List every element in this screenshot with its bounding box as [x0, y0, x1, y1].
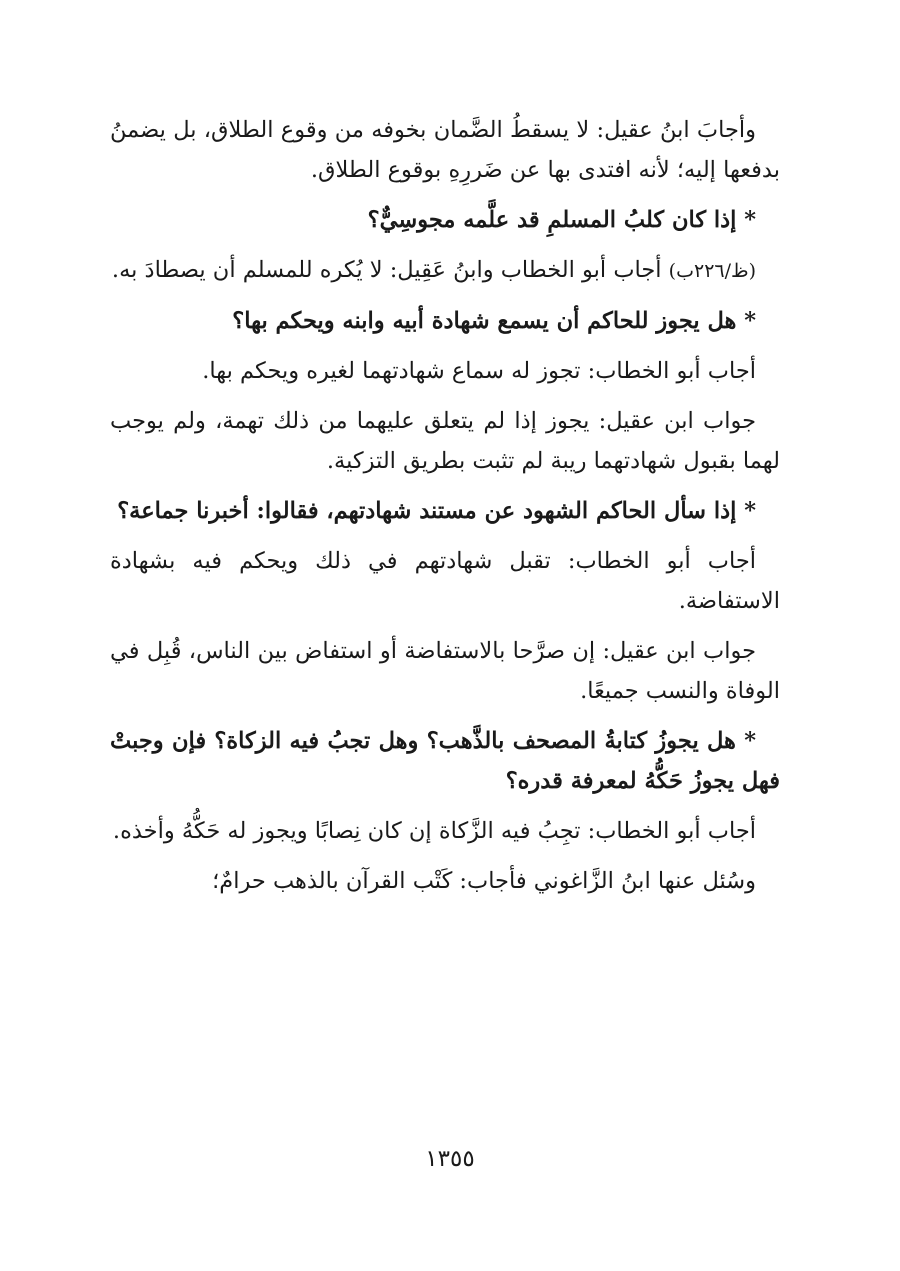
paragraph-answer-3	[110, 351, 780, 391]
paragraph-text: وسُئل عنها ابنُ الزَّاغوني فأجاب: كَتْب القرآن بالذهب حرامٌ؛	[212, 868, 756, 894]
paragraph-text: وأجابَ ابنُ عقيل: لا يسقطُ الضَّمان بخوفه من وقوع الطلاق، بل يضمنُ بدفعها إليه؛ لأنه افتدى بها عن ضَررِهِ بوقوع الطلاق.	[110, 117, 780, 183]
page-text	[110, 110, 780, 911]
paragraph-answer-1	[110, 110, 780, 190]
paragraph-text: أجاب أبو الخطاب: تقبل شهادتهم في ذلك ويحكم فيه بشهادة الاستفاضة.	[110, 548, 780, 614]
paragraph-answer-5	[110, 541, 780, 621]
paragraph-question-4	[110, 721, 780, 801]
paragraph-text: * إذا سأل الحاكم الشهود عن مستند شهادتهم، فقالوا: أخبرنا جماعة؟	[117, 498, 756, 524]
paragraph-text: أجاب أبو الخطاب وابنُ عَقِيل: لا يُكره للمسلم أن يصطادَ به.	[111, 257, 662, 283]
paragraph-text: جواب ابن عقيل: إن صرَّحا بالاستفاضة أو استفاض بين الناس، قُبِل في الوفاة والنسب جميعًا.	[110, 638, 780, 704]
paragraph-question-2	[110, 301, 780, 341]
manuscript-reference: (ظ/٢٢٦ب)	[668, 260, 756, 282]
paragraph-text: أجاب أبو الخطاب: تجوز له سماع شهادتهما لغيره ويحكم بها.	[202, 358, 756, 384]
paragraph-answer-4	[110, 401, 780, 481]
paragraph-question-3	[110, 491, 780, 531]
paragraph-answer-6	[110, 631, 780, 711]
paragraph-text: أجاب أبو الخطاب: تجِبُ فيه الزَّكاة إن كان نِصابًا ويجوز له حَكُّهُ وأخذه.	[112, 818, 756, 844]
paragraph-text: * هل يجوز للحاكم أن يسمع شهادة أبيه وابنه ويحكم بها؟	[232, 308, 756, 334]
paragraph-text: جواب ابن عقيل: يجوز إذا لم يتعلق عليهما من ذلك تهمة، ولم يوجب لهما بقبول شهادتهما ريبة لم تثبت بطريق التزكية.	[110, 408, 780, 474]
paragraph-answer-2	[110, 250, 780, 291]
paragraph-text: * هل يجوزُ كتابةُ المصحف بالذَّهب؟ وهل تجبُ فيه الزكاة؟ فإن وجبتْ فهل يجوزُ حَكُّهُ لمعرفة قدره؟	[110, 728, 780, 794]
paragraph-answer-7	[110, 811, 780, 851]
paragraph-question-1	[110, 200, 780, 240]
paragraph-answer-8	[110, 861, 780, 901]
paragraph-text: * إذا كان كلبُ المسلمِ قد علَّمه مجوسِيٌّ؟	[367, 207, 756, 233]
page-number: ١٣٥٥	[425, 1146, 475, 1172]
